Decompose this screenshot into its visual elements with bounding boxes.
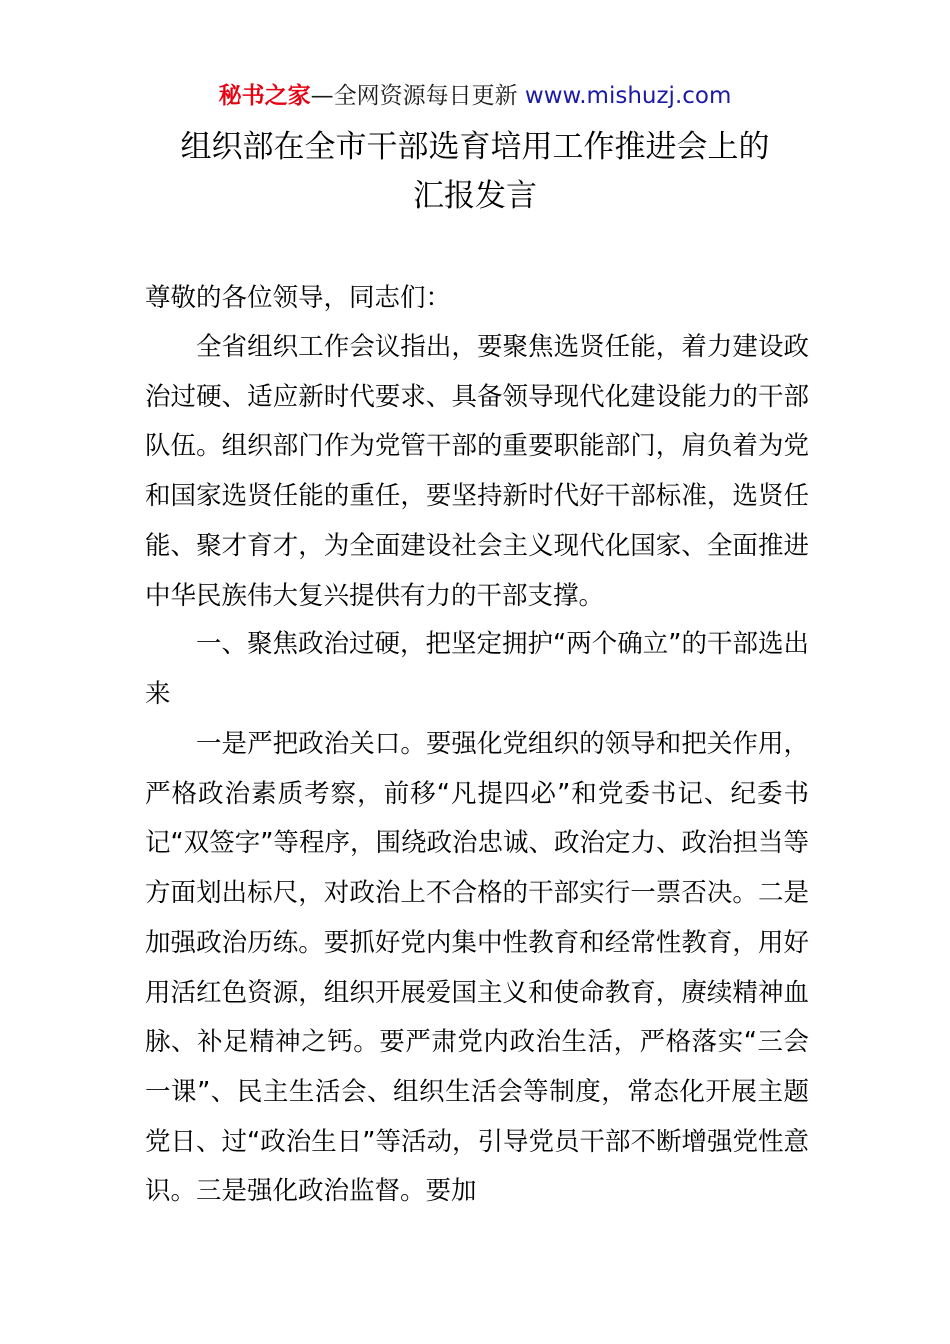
site-header [0, 80, 950, 112]
site-brand: 秘书之家 [218, 83, 311, 109]
salutation: 尊敬的各位领导，同志们： [145, 283, 452, 313]
section-heading-1 [145, 620, 809, 719]
body-paragraph-1 [145, 323, 809, 621]
site-url-link[interactable]: www.mishuzj.com [524, 83, 732, 109]
paragraph-text: 全省组织工作会议指出，要聚焦选贤任能，着力建设政治过硬、适应新时代要求、具备领导现代化建设能力的干部队伍。组织部门作为党管干部的重要职能部门，肩负着为党和国家选贤任能的重任，要坚持新时代好干部标准，选贤任能、聚才育才，为全面建设社会主义现代化国家、全面推进中华民族伟大复兴提供有力的干部支撑。 [145, 332, 809, 611]
body-paragraph-2 [145, 720, 809, 1217]
paragraph-text: 一是严把政治关口。要强化党组织的领导和把关作用，严格政治素质考察，前移“凡提四必”和党委书记、纪委书记“双签字”等程序，围绕政治忠诚、政治定力、政治担当等方面划出标尺，对政治上不合格的干部实行一票否决。二是加强政治历练。要抓好党内集中性教育和经常性教育，用好用活红色资源，组织开展爱国主义和使命教育，赓续精神血脉、补足精神之钙。要严肃党内政治生活，严格落实“三会一课”、民主生活会、组织生活会等制度，常态化开展主题党日、过“政治生日”等活动，引导党员干部不断增强党性意识。三是强化政治监督。要加 [145, 729, 809, 1207]
site-tagline: —全网资源每日更新 [310, 83, 518, 109]
section-heading-text: 一、聚焦政治过硬，把坚定拥护“两个确立”的干部选出来 [145, 629, 809, 709]
document-title-line-1: 组织部在全市干部选育培用工作推进会上的 [180, 129, 770, 165]
document-title-line-2: 汇报发言 [413, 178, 537, 214]
